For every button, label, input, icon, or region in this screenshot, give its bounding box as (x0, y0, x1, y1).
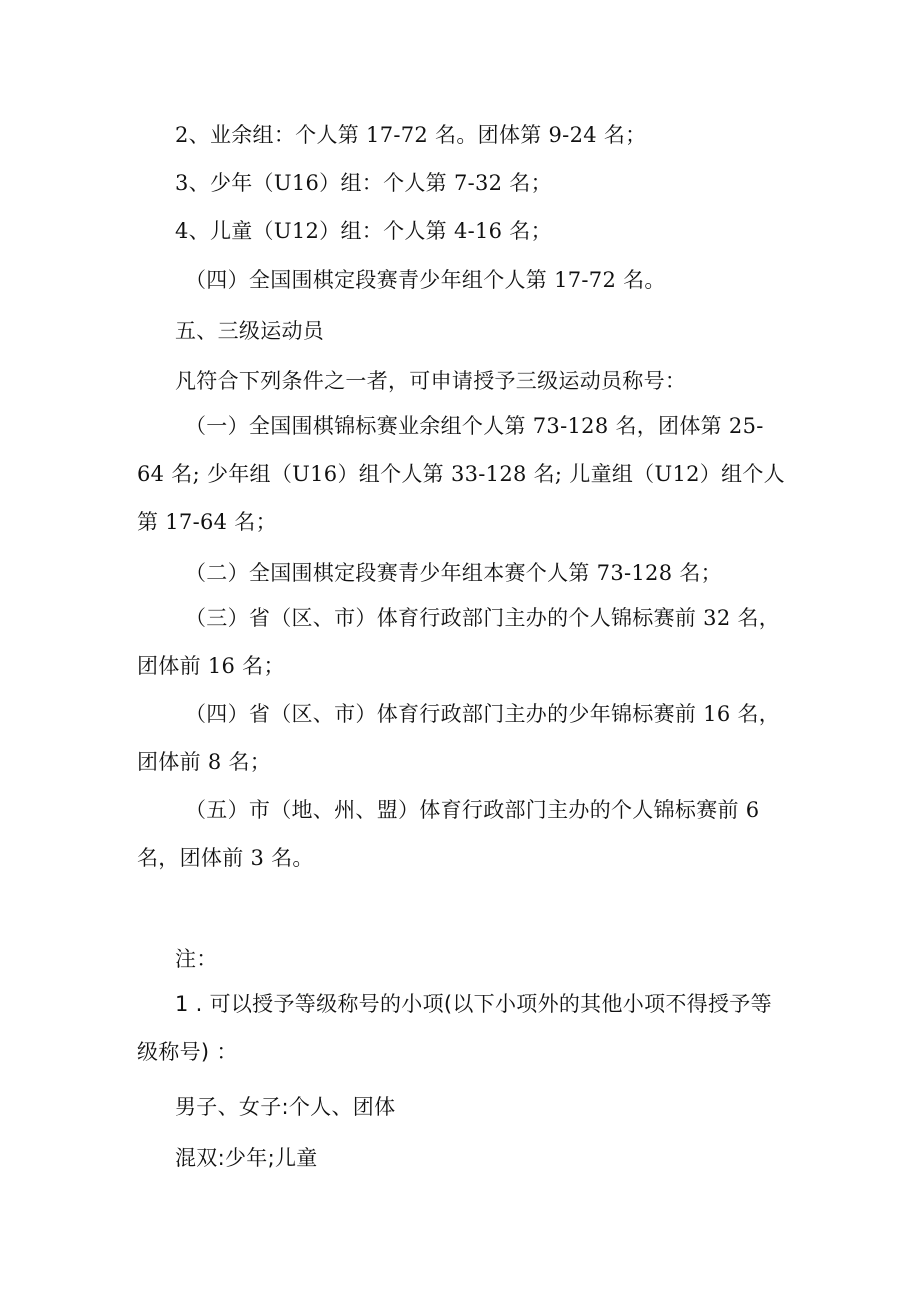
paragraph-condition-1: （一）全国围棋锦标赛业余组个人第 73-128 名，团体第 25-64 名; 少年组（U16）组个人第 33-128 名; 儿童组（U12）组个人第 17-64 名； (137, 414, 785, 534)
notes-item-3: 混双:少年;儿童 (175, 1146, 318, 1170)
paragraph-condition-4: （四）省（区、市）体育行政部门主办的少年锦标赛前 16 名，团体前 8 名； (137, 702, 781, 774)
paragraph-dan-qualification: （四）全国围棋定段赛青少年组个人第 17-72 名。 (185, 268, 666, 292)
paragraph-children-u12: 4、儿童（U12）组：个人第 4-16 名； (175, 219, 552, 243)
notes-heading: 注： (175, 947, 218, 971)
paragraph-condition-3: （三）省（区、市）体育行政部门主办的个人锦标赛前 32 名，团体前 16 名； (137, 606, 781, 678)
paragraph-condition-5: （五）市（地、州、盟）体育行政部门主办的个人锦标赛前 6 名，团体前 3 名。 (137, 798, 760, 870)
paragraph-amateur-group: 2、业余组：个人第 17-72 名。团体第 9-24 名； (175, 123, 647, 147)
notes-item-1: 1 . 可以授予等级称号的小项(以下小项外的其他小项不得授予等级称号) ： (137, 992, 772, 1064)
section-heading-level3: 五、三级运动员 (175, 319, 325, 343)
paragraph-condition-2: （二）全国围棋定段赛青少年组本赛个人第 73-128 名； (185, 561, 722, 585)
notes-item-2: 男子、女子:个人、团体 (175, 1095, 396, 1119)
paragraph-conditions-intro: 凡符合下列条件之一者，可申请授予三级运动员称号： (175, 369, 687, 393)
paragraph-junior-u16: 3、少年（U16）组：个人第 7-32 名； (175, 171, 552, 195)
